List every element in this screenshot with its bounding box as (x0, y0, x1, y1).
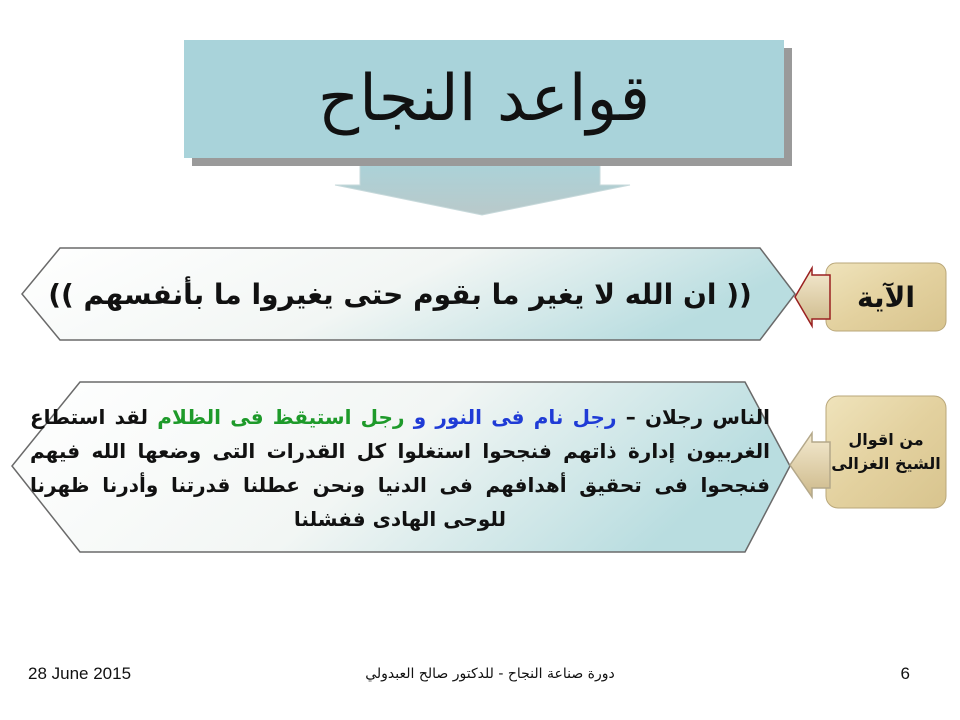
quote-text (30, 386, 770, 550)
page-title: قواعد النجاح (317, 62, 651, 136)
quote-part-and: و (404, 405, 436, 429)
verse-label: الآية (857, 280, 915, 314)
quote-intro: الناس رجلان – (616, 405, 770, 429)
quote-part-blue: رجل نام فى النور (435, 405, 617, 429)
quote-pointer-arrow (790, 433, 830, 497)
verse-text: (( ان الله لا يغير ما بقوم حتى يغيروا ما بأنفسهم )) (48, 277, 752, 311)
down-arrow-shape (335, 158, 630, 215)
page-number: 6 (900, 664, 910, 683)
ghazali-label (826, 396, 946, 508)
verse-pointer-arrow (795, 268, 830, 326)
footer-date: 28 June 2015 (28, 664, 132, 683)
ghazali-label-line1: من اقوال (848, 430, 924, 449)
quote-part-green: رجل استيقظ فى الظلام (157, 405, 405, 429)
ghazali-label-line2: الشيخ الغزالى (831, 454, 941, 473)
footer-course: دورة صناعة النجاح - للدكتور صالح العبدولي (365, 666, 615, 682)
quote-rest: لقد استطاع الغربيون إدارة ذاتهم فنجحوا استغلوا كل القدرات التى وضعها الله فيهم فنجحوا فى تحقيق أهدافهم فى الدنيا ونحن عطلنا قدرتنا وأدرنا ظهرنا للوحى الهادى ففشلنا (30, 405, 770, 531)
